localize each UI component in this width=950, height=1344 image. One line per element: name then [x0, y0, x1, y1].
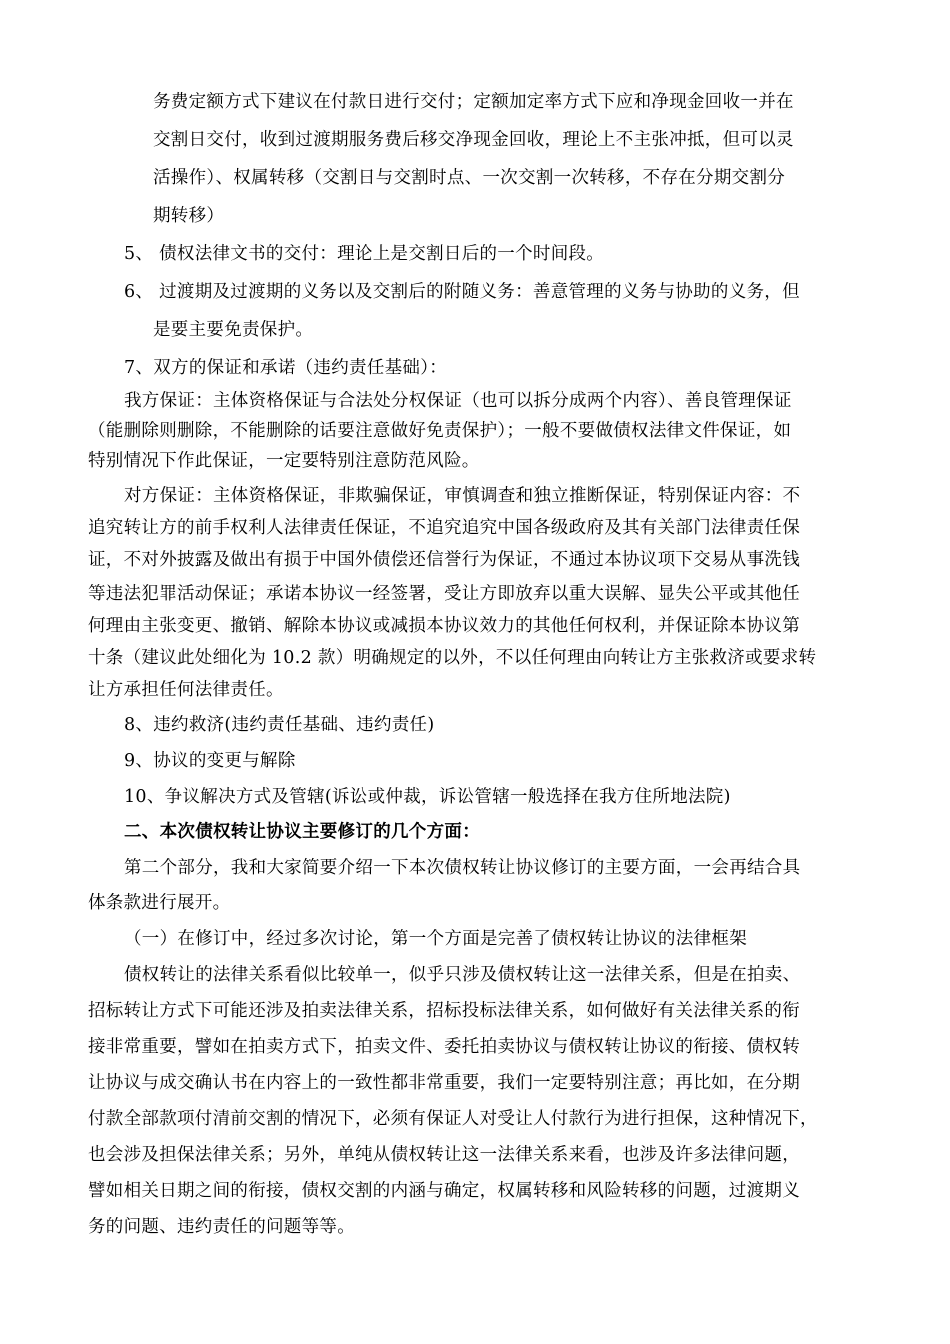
paragraph-line: 让方承担任何法律责任。	[88, 680, 284, 700]
paragraph-line: 活操作）、权属转移（交割日与交割时点、一次交割一次转移，不存在分期交割分	[153, 168, 786, 188]
paragraph-line: 证，不对外披露及做出有损于中国外债偿还信誉行为保证，不通过本协议项下交易从事洗钱	[88, 550, 800, 570]
paragraph-line: 期转移）	[153, 206, 225, 226]
paragraph-line: 第二个部分，我和大家简要介绍一下本次债权转让协议修订的主要方面，一会再结合具	[124, 858, 801, 878]
list-item-10: 10、争议解决方式及管辖(诉讼或仲裁，诉讼管辖一般选择在我方住所地法院)	[124, 787, 731, 807]
paragraph-line: 对方保证：主体资格保证，非欺骗保证，审慎调查和独立推断保证，特别保证内容：不	[124, 486, 801, 506]
paragraph-line: 接非常重要，譬如在拍卖方式下，拍卖文件、委托拍卖协议与债权转让协议的衔接、债权转	[88, 1037, 800, 1057]
paragraph-line: 譬如相关日期之间的衔接，债权交割的内涵与确定，权属转移和风险转移的问题，过渡期义	[88, 1181, 800, 1201]
paragraph-line: 债权转让的法律关系看似比较单一，似乎只涉及债权转让这一法律关系，但是在拍卖、	[124, 965, 801, 985]
paragraph-line: 我方保证：主体资格保证与合法处分权保证（也可以拆分成两个内容）、善良管理保证	[124, 391, 792, 411]
paragraph-line: 何理由主张变更、撤销、解除本协议或减损本协议效力的其他任何权利，并保证除本协议第	[88, 616, 800, 636]
list-item-7: 7、双方的保证和承诺（违约责任基础）：	[124, 358, 448, 378]
paragraph-line: 特别情况下作此保证，一定要特别注意防范风险。	[88, 451, 480, 471]
paragraph-line: 让协议与成交确认书在内容上的一致性都非常重要，我们一定要特别注意；再比如，在分期	[88, 1073, 800, 1093]
subsection-heading: （一）在修订中，经过多次讨论，第一个方面是完善了债权转让协议的法律框架	[124, 929, 747, 949]
paragraph-line: 交割日交付，收到过渡期服务费后移交净现金回收，理论上不主张冲抵，但可以灵	[153, 130, 794, 150]
paragraph-line: 体条款进行展开。	[88, 893, 231, 913]
paragraph-line: 也会涉及担保法律关系；另外，单纯从债权转让这一法律关系来看，也涉及许多法律问题，	[88, 1145, 800, 1165]
list-item-8: 8、违约救济(违约责任基础、违约责任)	[124, 715, 435, 735]
paragraph-line: 招标转让方式下可能还涉及拍卖法律关系，招标投标法律关系，如何做好有关法律关系的衔	[88, 1001, 800, 1021]
paragraph-line: 是要主要免责保护。	[153, 320, 314, 340]
paragraph-line: 付款全部款项付清前交割的情况下，必须有保证人对受让人付款行为进行担保，这种情况下，	[88, 1109, 818, 1129]
paragraph-line: 务的问题、违约责任的问题等等。	[88, 1217, 355, 1237]
paragraph-line: 追究转让方的前手权利人法律责任保证，不追究追究中国各级政府及其有关部门法律责任保	[88, 518, 800, 538]
paragraph-line: （能删除则删除，不能删除的话要注意做好免责保护）；一般不要做债权法律文件保证，如	[88, 421, 792, 441]
section-heading: 二、本次债权转让协议主要修订的几个方面：	[124, 822, 480, 842]
paragraph-line: 务费定额方式下建议在付款日进行交付；定额加定率方式下应和净现金回收一并在	[153, 92, 794, 112]
list-item-9: 9、协议的变更与解除	[124, 751, 296, 771]
list-item-5: 5、 债权法律文书的交付：理论上是交割日后的一个时间段。	[124, 244, 605, 264]
list-item-6: 6、 过渡期及过渡期的义务以及交割后的附随义务：善意管理的义务与协助的义务，但	[124, 282, 800, 302]
paragraph-line: 十条（建议此处细化为 10.2 款）明确规定的以外，不以任何理由向转让方主张救济或要求转	[88, 648, 817, 668]
paragraph-line: 等违法犯罪活动保证；承诺本协议一经签署，受让方即放弃以重大误解、显失公平或其他任	[88, 584, 800, 604]
